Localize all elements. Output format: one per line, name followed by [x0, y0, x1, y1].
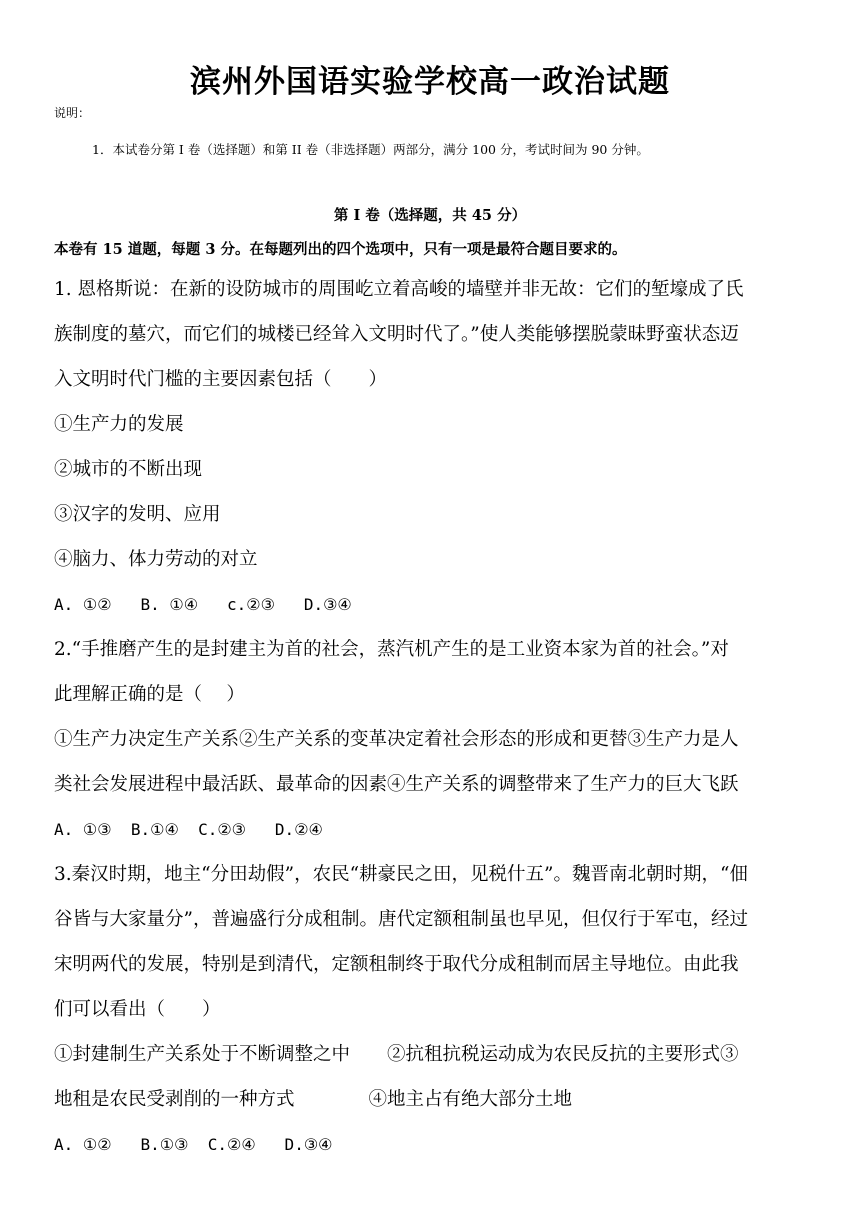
q3-item-line-1: ①封建制生产关系处于不断调整之中 ②抗租抗税运动成为农民反抗的主要形式③	[54, 1044, 739, 1065]
page-title: 滨州外国语实验学校高一政治试题	[190, 64, 670, 100]
q1-stem-line-2: 族制度的墓穴，而它们的城楼已经耸入文明时代了。”使人类能够摆脱蒙昧野蛮状态迈	[54, 324, 739, 345]
q1-item-1: ①生产力的发展	[54, 414, 184, 435]
q1-item-2: ②城市的不断出现	[54, 459, 203, 480]
q3-options: A. ①② B.①③ C.②④ D.③④	[54, 1135, 333, 1154]
note-item-1: 1．本试卷分第 I 卷（选择题）和第 II 卷（非选择题）两部分，满分 100 分，考试时间为 90 分钟。	[92, 142, 649, 157]
q3-stem-line-4: 们可以看出（ ）	[54, 999, 221, 1020]
q2-options: A. ①③ B.①④ C.②③ D.②④	[54, 820, 323, 839]
q1-item-3: ③汉字的发明、应用	[54, 504, 221, 525]
q2-stem-line-2: 此理解正确的是（ ）	[54, 684, 245, 705]
q2-stem-line-4: 类社会发展进程中最活跃、最革命的因素④生产关系的调整带来了生产力的巨大飞跃	[54, 774, 739, 795]
q2-stem-line-1: 2.“手推磨产生的是封建主为首的社会，蒸汽机产生的是工业资本家为首的社会。”对	[54, 639, 729, 660]
section-instruction: 本卷有 15 道题，每题 3 分。在每题列出的四个选项中，只有一项是最符合题目要求的。	[54, 241, 627, 258]
q3-stem-line-3: 宋明两代的发展，特别是到清代，定额租制终于取代分成租制而居主导地位。由此我	[54, 954, 739, 975]
q1-item-4: ④脑力、体力劳动的对立	[54, 549, 258, 570]
q1-stem-line-3: 入文明时代门槛的主要因素包括（ ）	[54, 369, 388, 390]
section-title: 第 I 卷（选择题，共 45 分）	[333, 207, 527, 224]
q2-stem-line-3: ①生产力决定生产关系②生产关系的变革决定着社会形态的形成和更替③生产力是人	[54, 729, 739, 750]
q3-item-line-2: 地租是农民受剥削的一种方式 ④地主占有绝大部分土地	[54, 1089, 573, 1110]
q3-stem-line-1: 3.秦汉时期，地主“分田劫假”，农民“耕豪民之田，见税什五”。魏晋南北朝时期，“佃	[54, 864, 748, 885]
q1-stem-line-1: 1. 恩格斯说：在新的设防城市的周围屹立着高峻的墙壁并非无故：它们的堑壕成了氏	[54, 279, 744, 300]
note-label: 说明：	[54, 106, 91, 120]
q1-options: A. ①② B. ①④ c.②③ D.③④	[54, 595, 352, 614]
q3-stem-line-2: 谷皆与大家量分”，普遍盛行分成租制。唐代定额租制虽也早见，但仅行于军屯，经过	[54, 909, 748, 930]
